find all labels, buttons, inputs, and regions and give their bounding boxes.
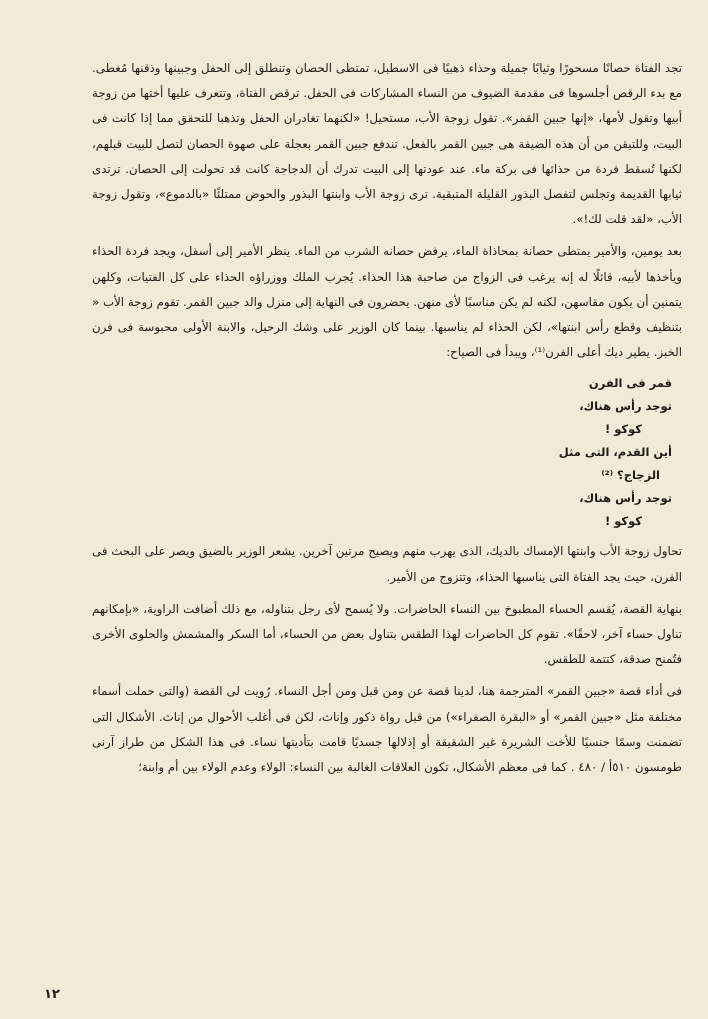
paragraph-2: بعد يومين، والأمير يمتطى حصانة بمحاذاة الماء، يرفض حصانه الشرب من الماء. ينظر الأمير إلى أسفل، ويجد فردة الحذاء ويأخذها لأبيه، قائلًا له إنه يرغب فى الزواج من صاحبة هذا الحذاء. يُجرب الملك ووزراؤه الحذاء على كل الفتيات، وكلهن يتمنين أن يكون مقاسهن، لكنه لم يكن مناسبًا لأى منهن. يحضرون فى النهاية إلى منزل والد جبين القمر. تقوم زوجة الأب « بتنظيف وقطع رأس ابنتها»، لكن الحذاء لم يناسبها. بينما كان الوزير على وشك الرحيل، والابنة الأولى محبوسة فى فرن الخبز. يطير ديك أعلى الفرن⁽¹⁾، ويبدأ فى الصياح: [92, 244, 682, 360]
paragraph-5: فى أداء قصة «جبين القمر» المترجمة هنا، لدينا قصة عن ومن قبل ومن أجل النساء. رُويت لى القصة (والتى حملت أسماء مختلفة مثل «جبين القمر» أو «البقرة الصفراء») من قبل رواة ذكور وإناث، لكن فى أغلب الأحوال من إناث. الأشكال التى تضمنت وسمًا جنسيًا للأخت الشريرة غير الشقيقة أو إذلالها جسديًا قامت بتأديتها نساء. فى هذا الشكل من طراز آرنى طومسون ٥١٠أ / ٤٨٠ . كما فى معظم الأشكال، تكون العلاقات الغالبة بين النساء: الولاء وعدم الولاء بين أم وابنة؛ [92, 684, 682, 775]
verse-line-6: توجد رأس هناك، [579, 491, 672, 506]
body-text [92, 56, 682, 787]
paragraph-3: تحاول زوجة الأب وابنتها الإمساك بالديك، الذى يهرب منهم ويصيح مرتين آخرين. يشعر الوزير بالضيق ويصر على البحث فى الفرن، حيث يجد الفتاة التى يناسبها الحذاء، وتتزوج من الأمير. [92, 544, 682, 584]
paragraph-4: بنهاية القصة، يُقسم الحساء المطبوخ بين النساء الحاضرات. ولا يُسمح لأى رجل بتناوله، مع ذلك أضافت الراوية، «بإمكانهم تناول حساء آخر، لاحقًا». تقوم كل الحاضرات لهذا الطقس بتناول بعض من الحساء، أما السكر والمشمش والحلوى الأخرى فتُمنح صدقة، كتتمة للطقس. [92, 601, 682, 667]
page-number: ١٢ [44, 987, 60, 1002]
verse-line-5: الزجاج؟ ⁽²⁾ [601, 468, 660, 483]
verse-line-1: قمر فى الفرن [588, 376, 672, 391]
verse-line-3: كوكو ! [604, 422, 642, 437]
paragraph-1: تجد الفتاة حصانًا مسحورًا وثيابًا جميلة وحذاء ذهبيًا فى الاسطبل، تمتطى الحصان وتنطلق إلى الحفل وجبينها وذقنها مُغطى. مع بدء الرقص أجلسوها فى مقدمة الضيوف من النساء المشاركات فى الحفل. ترقص الفتاة، وتتعرف عليها أختها من زوجة أبيها وتقول لأمها، «إنها جبين القمر». تقول زوجة الأب، مستحيل! «لكنهما تغادران الحفل وتذهبا للتحقق مما إذا كانت فى البيت، وللتيقن من أن هذه الضيفة هى جبين القمر بالفعل. تندفع جبين القمر بعجلة على صهوة الحصان لتصل للبيت قبلهم، لكنها تُسقط فردة من حذائها فى بركة ماء. عند عودتها إلى البيت تدرك أن الدجاجة كانت قد تحولت إلى الحصان. ترتدى ثيابها القديمة وتجلس لتفصل البذور القليلة المتبقية. ترى زوجة الأب وابنتها البذور والحوض ممتلئًا «بالدموع»، وتقول زوجة الأب، «لقد قلت لك!». [92, 61, 682, 227]
verse-line-7: كوكو ! [604, 514, 642, 529]
verse-line-4: أين القدم، التى مثل [558, 445, 672, 460]
rooster-verse [92, 372, 672, 533]
verse-line-2: توجد رأس هناك، [579, 399, 672, 414]
